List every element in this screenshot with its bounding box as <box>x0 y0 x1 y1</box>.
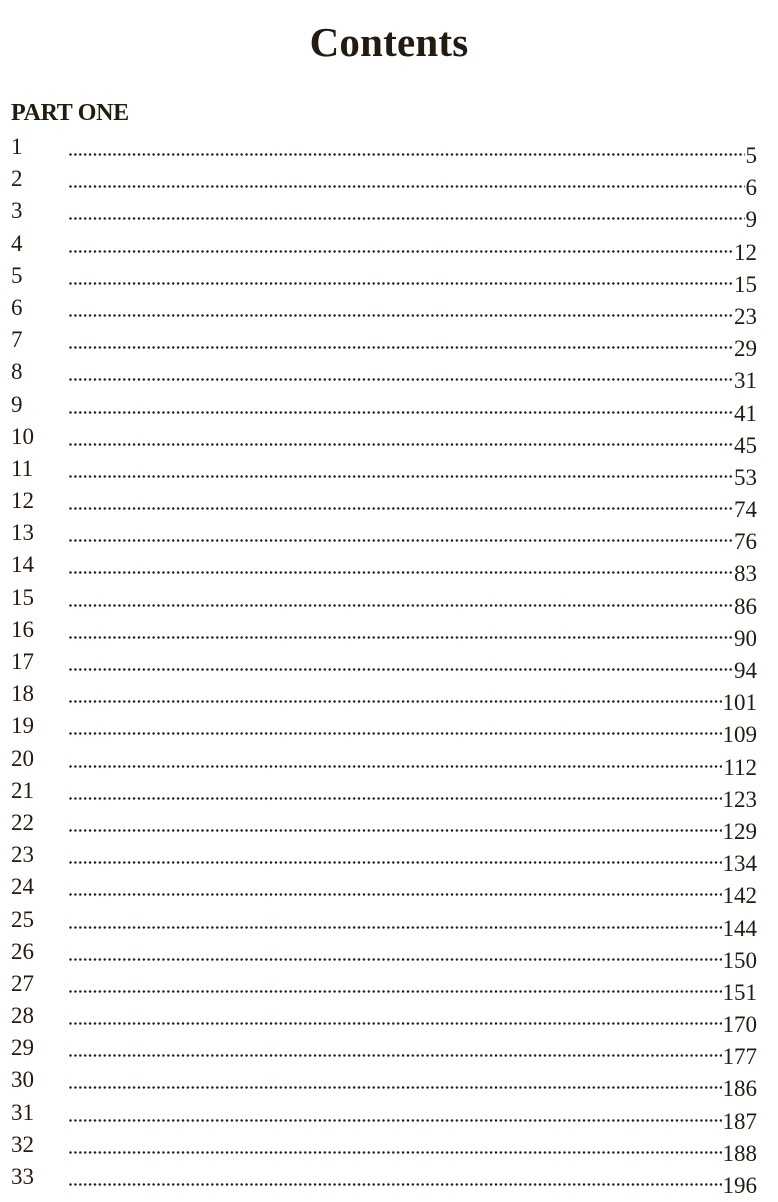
page-number: 31 <box>734 368 757 394</box>
page-number: 15 <box>734 271 757 297</box>
dot-leader <box>69 1032 723 1064</box>
page-number: 29 <box>734 336 757 362</box>
dot-leader <box>69 968 723 1000</box>
chapter-number: 15 <box>11 584 34 610</box>
part-heading: PART ONE <box>11 100 129 126</box>
dot-leader <box>69 324 734 356</box>
toc-entry[interactable] <box>11 292 757 329</box>
chapter-number: 7 <box>11 327 23 353</box>
toc-entry[interactable] <box>11 389 757 426</box>
dot-leader <box>69 163 746 195</box>
page-number: 94 <box>734 658 757 683</box>
page-number: 53 <box>734 464 757 490</box>
page-number: 134 <box>722 851 757 877</box>
page-number: 41 <box>734 400 757 426</box>
toc-entry[interactable] <box>11 549 757 587</box>
chapter-number: 4 <box>11 230 23 256</box>
page-number: 6 <box>745 175 757 201</box>
toc-entry[interactable] <box>11 195 757 233</box>
toc-entry[interactable] <box>11 1032 757 1070</box>
page-number: 142 <box>722 883 757 909</box>
dot-leader <box>69 453 734 485</box>
page-number: 86 <box>734 593 757 619</box>
toc-entry[interactable] <box>11 163 757 201</box>
dot-leader <box>69 1000 723 1032</box>
page-number: 109 <box>722 722 757 748</box>
toc-entry[interactable] <box>11 453 757 490</box>
dot-leader <box>69 678 723 710</box>
toc-entry[interactable] <box>11 904 757 941</box>
chapter-number: 12 <box>11 488 34 514</box>
toc-entry[interactable] <box>11 646 757 683</box>
dot-leader <box>69 1064 723 1096</box>
toc-entry[interactable] <box>11 1129 757 1166</box>
toc-entry[interactable] <box>11 260 757 297</box>
toc-entry[interactable] <box>11 517 757 555</box>
toc-leader <box>69 1161 757 1202</box>
page-number: 101 <box>722 690 757 716</box>
toc-entry[interactable] <box>11 1097 757 1134</box>
toc-entry[interactable] <box>11 678 757 716</box>
chapter-number: 2 <box>11 166 23 192</box>
chapter-number: 1 <box>11 134 23 159</box>
page-number: 196 <box>722 1173 757 1198</box>
chapter-number: 22 <box>11 809 34 835</box>
page-number: 9 <box>745 207 757 233</box>
toc-entry[interactable] <box>11 1161 757 1198</box>
chapter-number: 9 <box>11 391 23 417</box>
page-title: Contents <box>309 19 469 65</box>
chapter-number: 20 <box>11 745 34 771</box>
chapter-number: 16 <box>11 616 34 642</box>
page-number: 150 <box>722 947 757 973</box>
chapter-number: 14 <box>11 552 34 578</box>
chapter-number: 30 <box>11 1067 34 1093</box>
page-number: 144 <box>722 915 757 941</box>
toc-entry[interactable] <box>11 356 757 394</box>
chapter-number: 24 <box>11 874 34 900</box>
page-number: 23 <box>734 303 757 329</box>
toc-entry[interactable] <box>11 775 757 812</box>
chapter-number: 33 <box>11 1164 34 1189</box>
toc-entry[interactable] <box>11 582 757 619</box>
toc-entry[interactable] <box>11 228 757 265</box>
page-number: 123 <box>722 786 757 812</box>
toc-list <box>11 131 757 1198</box>
dot-leader <box>69 228 734 260</box>
chapter-number: 13 <box>11 520 34 546</box>
dot-leader <box>69 260 734 292</box>
dot-leader <box>69 775 723 807</box>
dot-leader <box>69 195 746 227</box>
dot-leader <box>69 549 734 581</box>
chapter-number: 27 <box>11 970 34 996</box>
dot-leader <box>69 614 734 646</box>
toc-entry[interactable] <box>11 839 757 877</box>
dot-leader <box>69 710 723 742</box>
dot-leader <box>69 1129 723 1161</box>
page-number: 151 <box>722 979 757 1005</box>
dot-leader <box>69 936 723 968</box>
toc-entry[interactable] <box>11 485 757 523</box>
dot-leader <box>69 517 734 549</box>
page-number: 170 <box>722 1012 757 1038</box>
page-number: 188 <box>722 1140 757 1166</box>
toc-entry[interactable] <box>11 710 757 748</box>
page-number: 12 <box>734 239 757 265</box>
dot-leader <box>69 131 746 163</box>
dot-leader <box>69 292 734 324</box>
dot-leader <box>69 1161 723 1193</box>
dot-leader <box>69 839 723 871</box>
dot-leader <box>69 646 734 678</box>
toc-entry[interactable] <box>11 614 757 651</box>
chapter-number: 25 <box>11 906 34 932</box>
chapter-number: 19 <box>11 713 34 739</box>
page-number: 187 <box>722 1108 757 1134</box>
toc-entry[interactable] <box>11 968 757 1005</box>
dot-leader <box>69 807 723 839</box>
toc-entry[interactable] <box>11 807 757 844</box>
chapter-number: 26 <box>11 938 34 964</box>
page-number: 186 <box>722 1076 757 1102</box>
toc-entry[interactable] <box>11 324 757 362</box>
page-number: 90 <box>734 625 757 651</box>
dot-leader <box>69 389 734 421</box>
chapter-number: 29 <box>11 1035 34 1061</box>
page-number: 76 <box>734 529 757 555</box>
toc-entry[interactable] <box>11 421 757 458</box>
chapter-number: 18 <box>11 681 34 707</box>
chapter-number: 6 <box>11 294 23 320</box>
page-number: 177 <box>722 1044 757 1070</box>
chapter-number: 21 <box>11 777 34 803</box>
dot-leader <box>69 743 723 775</box>
dot-leader <box>69 485 734 517</box>
toc-entry[interactable] <box>11 1064 757 1102</box>
toc-entry[interactable] <box>11 936 757 973</box>
dot-leader <box>69 356 734 388</box>
chapter-number: 28 <box>11 1003 34 1029</box>
dot-leader <box>69 871 723 903</box>
dot-leader <box>69 421 734 453</box>
chapter-number: 5 <box>11 262 23 288</box>
chapter-number: 31 <box>11 1099 34 1125</box>
page-number: 129 <box>722 818 757 844</box>
chapter-number: 3 <box>11 198 23 224</box>
chapter-number: 17 <box>11 649 34 674</box>
toc-entry[interactable] <box>11 743 757 780</box>
page-number: 5 <box>745 143 757 168</box>
dot-leader <box>69 904 723 936</box>
toc-entry[interactable] <box>11 1000 757 1038</box>
page-number: 112 <box>723 754 757 780</box>
chapter-number: 10 <box>11 423 34 449</box>
toc-entry[interactable] <box>11 131 757 168</box>
page-number: 45 <box>734 432 757 458</box>
dot-leader <box>69 1097 723 1129</box>
chapter-number: 11 <box>11 455 34 481</box>
chapter-number: 23 <box>11 842 34 868</box>
page-number: 74 <box>734 497 757 523</box>
chapter-number: 8 <box>11 359 23 385</box>
dot-leader <box>69 582 734 614</box>
page-number: 83 <box>734 561 757 587</box>
toc-entry[interactable] <box>11 871 757 909</box>
chapter-number: 32 <box>11 1131 34 1157</box>
